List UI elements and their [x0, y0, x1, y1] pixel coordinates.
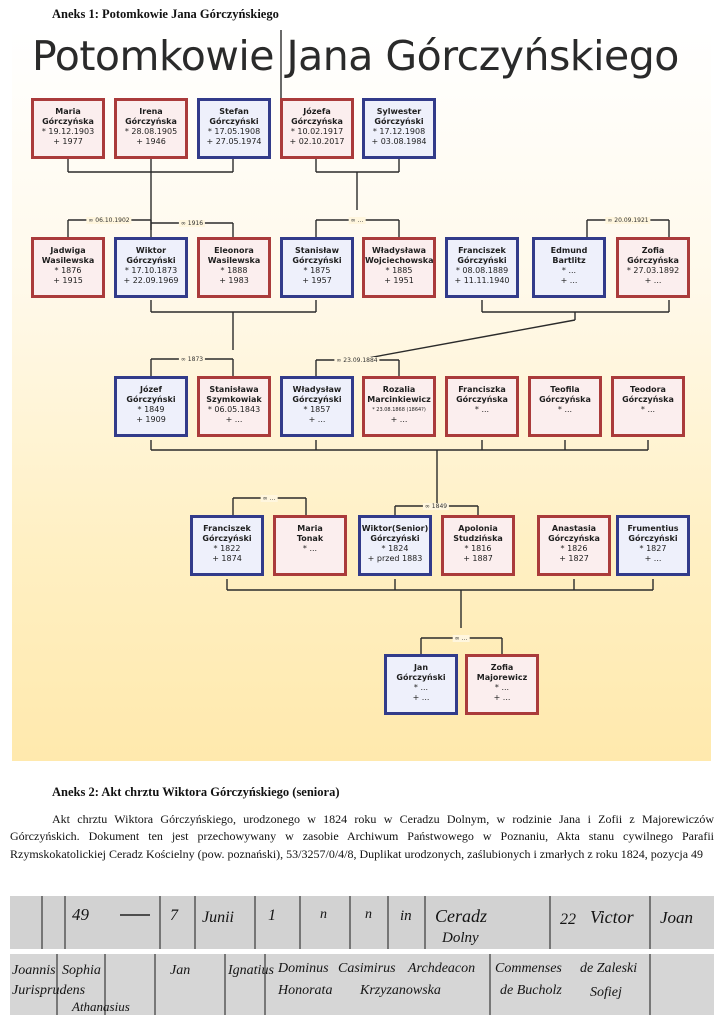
scan-word: Honorata: [278, 983, 333, 998]
scan-word: Archdeacon: [408, 961, 476, 976]
person-card: Franciszek Górczyński * 1822 + 1874: [190, 515, 264, 576]
person-card: Teodora Górczyńska * ...: [611, 376, 685, 437]
person-card: Maria Tonak * ...: [273, 515, 347, 576]
scan-word: Ceradz: [435, 906, 488, 926]
annex-2-heading: Aneks 2: Akt chrztu Wiktora Górczyńskiego (seniora): [52, 785, 340, 799]
person-card: Jadwiga Wasilewska * 1876 + 1915: [31, 237, 105, 298]
person-card: Zofia Majorewicz * ... + ...: [465, 654, 539, 715]
person-card: Irena Górczyńska * 28.08.1905 + 1946: [114, 98, 188, 159]
person-card: Rozalia Marcinkiewicz * 23.08.1868 (1864?) + ...: [362, 376, 436, 437]
scan-word: Jurisprudens: [12, 983, 86, 998]
scan-word: Victor: [590, 907, 634, 927]
person-card: Eleonora Wasilewska * 1888 + 1983: [197, 237, 271, 298]
scan-word: Casimirus: [338, 961, 396, 976]
marriage-label: ∞ 1916: [180, 220, 204, 227]
person-card: Maria Górczyńska * 19.12.1903 + 1977: [31, 98, 105, 159]
scan-word: de Bucholz: [500, 983, 562, 998]
marriage-label: ∞ 23.09.1884: [336, 357, 378, 364]
marriage-label: ∞ 06.10.1902: [88, 217, 130, 224]
scan-word: Jan: [170, 963, 191, 978]
scan-word: 22: [560, 911, 576, 928]
person-card: Stanisława Szymkowiak * 06.05.1843 + ...: [197, 376, 271, 437]
baptism-record-scan-line-1: [10, 896, 714, 949]
marriage-label: ∞ 20.09.1921: [607, 217, 649, 224]
person-card: Franciszka Górczyńska * ...: [445, 376, 519, 437]
person-card: Sylwester Górczyński * 17.12.1908 + 03.08.1984: [362, 98, 436, 159]
scan-word: Commenses: [495, 961, 562, 976]
baptism-record-scan-line-2: [10, 954, 714, 1015]
scan-word: Athanasius: [72, 999, 130, 1014]
person-card: Jan Górczyński * ... + ...: [384, 654, 458, 715]
scan-word: Sophia: [62, 963, 101, 978]
scan-image-1: [10, 896, 714, 949]
marriage-label: ∞ ...: [454, 635, 468, 642]
marriage-label: ∞ 1849: [424, 503, 448, 510]
scan-word: 7: [170, 907, 178, 924]
scan-word: n: [365, 907, 372, 922]
person-card: Zofia Górczyńska * 27.03.1892 + ...: [616, 237, 690, 298]
person-card: Stanisław Górczyński * 1875 + 1957: [280, 237, 354, 298]
scan-word: Joannis: [12, 963, 56, 978]
person-card: Władysław Górczyński * 1857 + ...: [280, 376, 354, 437]
person-card: Józef Górczyński * 1849 + 1909: [114, 376, 188, 437]
person-card: Frumentius Górczyński * 1827 + ...: [616, 515, 690, 576]
scan-word: Ignatius: [228, 963, 274, 978]
scan-word: 1: [268, 907, 276, 924]
marriage-label: ∞ ...: [262, 495, 276, 502]
person-card: Wiktor Górczyński * 17.10.1873 + 22.09.1969: [114, 237, 188, 298]
person-card: Anastasia Górczyńska * 1826 + 1827: [537, 515, 611, 576]
person-card: Józefa Górczyńska * 10.02.1917 + 02.10.2017: [280, 98, 354, 159]
scan-word: Dolny: [442, 930, 479, 946]
marriage-label: ∞ 1873: [180, 356, 204, 363]
scan-word: n: [320, 907, 327, 922]
person-card: Edmund Bartlitz * ... + ...: [532, 237, 606, 298]
family-tree-chart: [12, 30, 711, 761]
scan-image-2: [10, 954, 714, 1015]
person-card: Stefan Górczyński * 17.05.1908 + 27.05.1974: [197, 98, 271, 159]
scan-word: in: [400, 908, 412, 924]
baptism-description: Akt chrztu Wiktora Górczyńskiego, urodzonego w 1824 roku w Ceradzu Dolnym, w rodzinie Jana i Zofii z Majorewiczów Górczyńskich. Dokument ten jest przechowywany w zasobie Archiwum Państwowego w Poznaniu, Akta stanu cywilnego Parafii Rzymskokatolickiej Ceradz Kościelny (pow. poznański), 53/3257/0/4/8, Duplikat urodzonych, zaślubionych i zmarłych z roku 1824, pozycja 49: [10, 812, 714, 861]
scan-word: Dominus: [278, 961, 329, 976]
tree-title: Potomkowie Jana Górczyńskiego: [32, 32, 679, 80]
annex-1-heading: Aneks 1: Potomkowie Jana Górczyńskiego: [52, 7, 279, 21]
scan-word: Krzyzanowska: [360, 983, 441, 998]
scan-word: Junii: [202, 909, 234, 926]
scan-word: Sofiej: [590, 985, 622, 1000]
person-card: Władysława Wojciechowska * 1885 + 1951: [362, 237, 436, 298]
person-card: Wiktor(Senior) Górczyński * 1824 + przed 1883: [358, 515, 432, 576]
marriage-label: ∞ ...: [350, 217, 364, 224]
scan-word: 49: [72, 905, 89, 924]
scan-word: de Zaleski: [580, 961, 638, 976]
scan-word: Joan: [660, 908, 694, 927]
person-card: Teofila Górczyńska * ...: [528, 376, 602, 437]
person-card: Franciszek Górczyński * 08.08.1889 + 11.11.1940: [445, 237, 519, 298]
person-card: Apolonia Studzińska * 1816 + 1887: [441, 515, 515, 576]
